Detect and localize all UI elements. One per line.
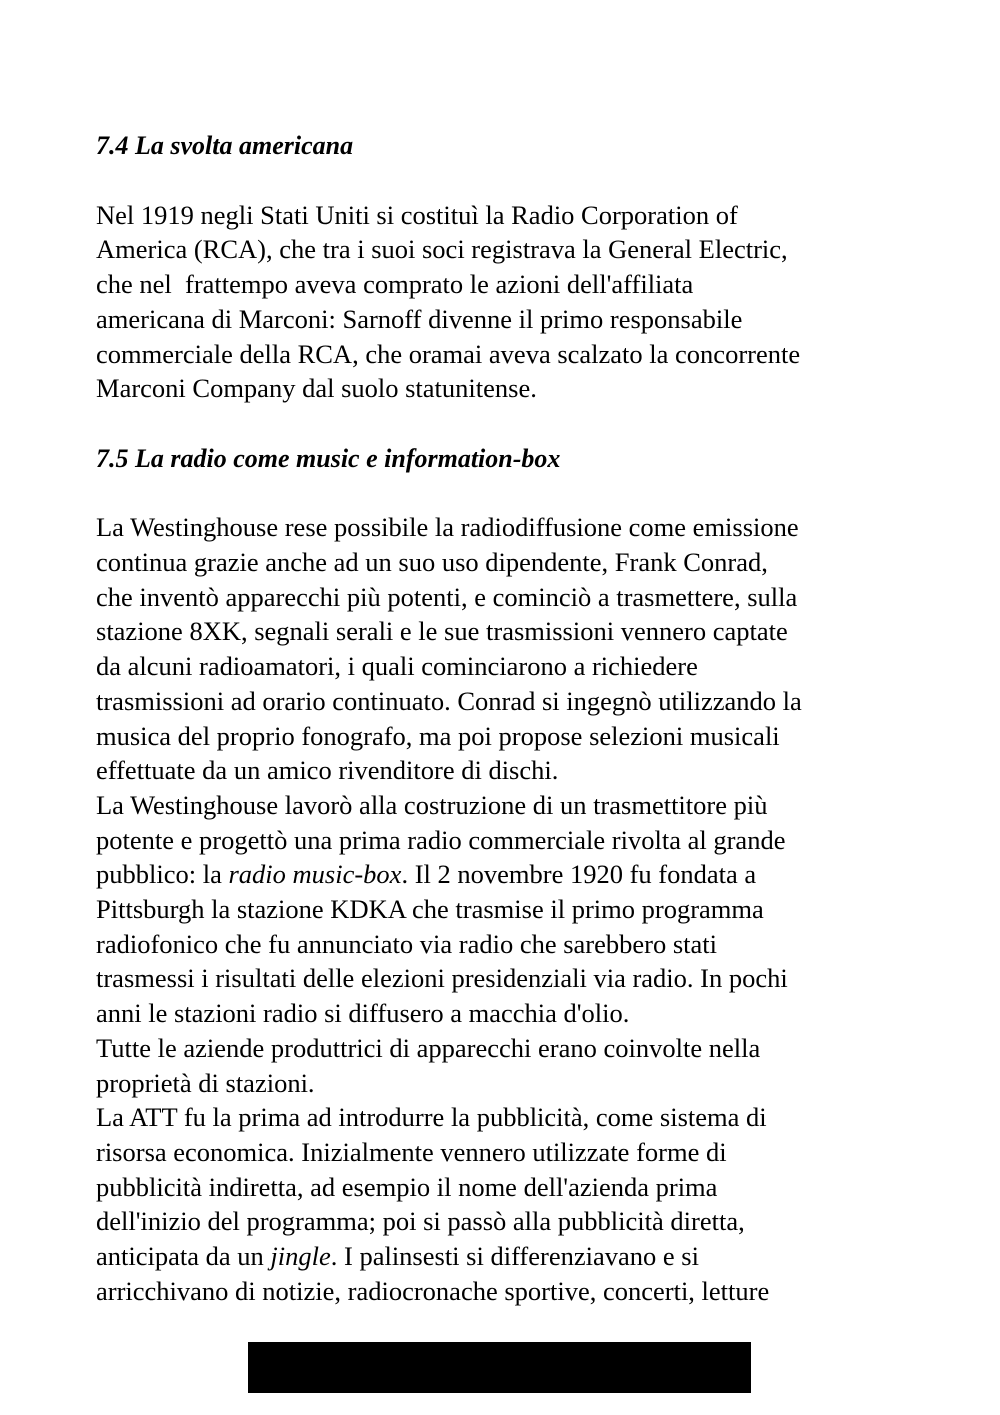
text-line: trasmessi i risultati delle elezioni presidenziali via radio. In pochi [96, 963, 788, 994]
text-line: La Westinghouse lavorò alla costruzione di un trasmettitore più [96, 789, 768, 820]
paragraph-stations-ownership [96, 1031, 916, 1100]
text-line: Pittsburgh la stazione KDKA che trasmise il primo programma [96, 894, 764, 925]
paragraph-kdka [96, 788, 916, 1031]
text-line: stazione 8XK, segnali serali e le sue trasmissioni vennero captate [96, 616, 788, 647]
text-line: Tutte le aziende produttrici di apparecchi erano coinvolte nella [96, 1032, 761, 1063]
text-line: che nel frattempo aveva comprato le azioni dell'affiliata [96, 269, 694, 300]
text-line: americana di Marconi: Sarnoff divenne il primo responsabile [96, 303, 743, 334]
text-line: risorsa economica. Inizialmente vennero utilizzate forme di [96, 1136, 727, 1167]
spacer [96, 406, 916, 441]
text-line: Nel 1919 negli Stati Uniti si costituì la Radio Corporation of [96, 199, 738, 230]
text-line: effettuate da un amico rivenditore di dischi. [96, 755, 559, 786]
text-line: musica del proprio fonografo, ma poi propose selezioni musicali [96, 720, 780, 751]
section-heading-7-5: 7.5 La radio come music e information-box [96, 443, 561, 473]
text-line: radiofonico che fu annunciato via radio che sarebbero stati [96, 928, 718, 959]
text-run: anticipata da un [96, 1241, 271, 1272]
text-line: che inventò apparecchi più potenti, e cominciò a trasmettere, sulla [96, 581, 798, 612]
footer-redaction-bar [248, 1342, 751, 1393]
paragraph-westinghouse-conrad [96, 510, 916, 788]
paragraph-att-advertising [96, 1100, 916, 1308]
text-line: commerciale della RCA, che oramai aveva scalzato la concorrente [96, 338, 801, 369]
text-line: proprietà di stazioni. [96, 1067, 315, 1098]
italic-term-jingle: jingle [270, 1241, 331, 1272]
spacer [96, 476, 916, 511]
text-line [96, 1239, 916, 1274]
text-line: potente e progettò una prima radio commerciale rivolta al grande [96, 824, 786, 855]
text-run: pubblico: la [96, 859, 229, 890]
text-run: . Il 2 novembre 1920 fu fondata a [401, 859, 757, 890]
text-run: . I palinsesti si differenziavano e si [330, 1241, 699, 1272]
paragraph-rca [96, 198, 916, 406]
section-heading-7-4: 7.4 La svolta americana [96, 131, 354, 160]
italic-term-radio-music-box: radio music-box [228, 859, 402, 890]
text-line: trasmissioni ad orario continuato. Conrad si ingegnò utilizzando la [96, 685, 802, 716]
document-page [96, 128, 916, 1308]
text-line: arricchivano di notizie, radiocronache sportive, concerti, letture [96, 1275, 770, 1306]
text-line: pubblicità indiretta, ad esempio il nome dell'azienda prima [96, 1171, 718, 1202]
text-line [96, 857, 916, 892]
text-line: continua grazie anche ad un suo uso dipendente, Frank Conrad, [96, 546, 768, 577]
text-line: La ATT fu la prima ad introdurre la pubblicità, come sistema di [96, 1102, 767, 1133]
text-line: Marconi Company dal suolo statunitense. [96, 373, 537, 404]
text-line: da alcuni radioamatori, i quali cominciarono a richiedere [96, 651, 698, 682]
text-line: La Westinghouse rese possibile la radiodiffusione come emissione [96, 512, 799, 543]
text-line: dell'inizio del programma; poi si passò alla pubblicità diretta, [96, 1206, 745, 1237]
spacer [96, 163, 916, 198]
text-line: anni le stazioni radio si diffusero a macchia d'olio. [96, 998, 630, 1029]
text-line: America (RCA), che tra i suoi soci registrava la General Electric, [96, 234, 788, 265]
